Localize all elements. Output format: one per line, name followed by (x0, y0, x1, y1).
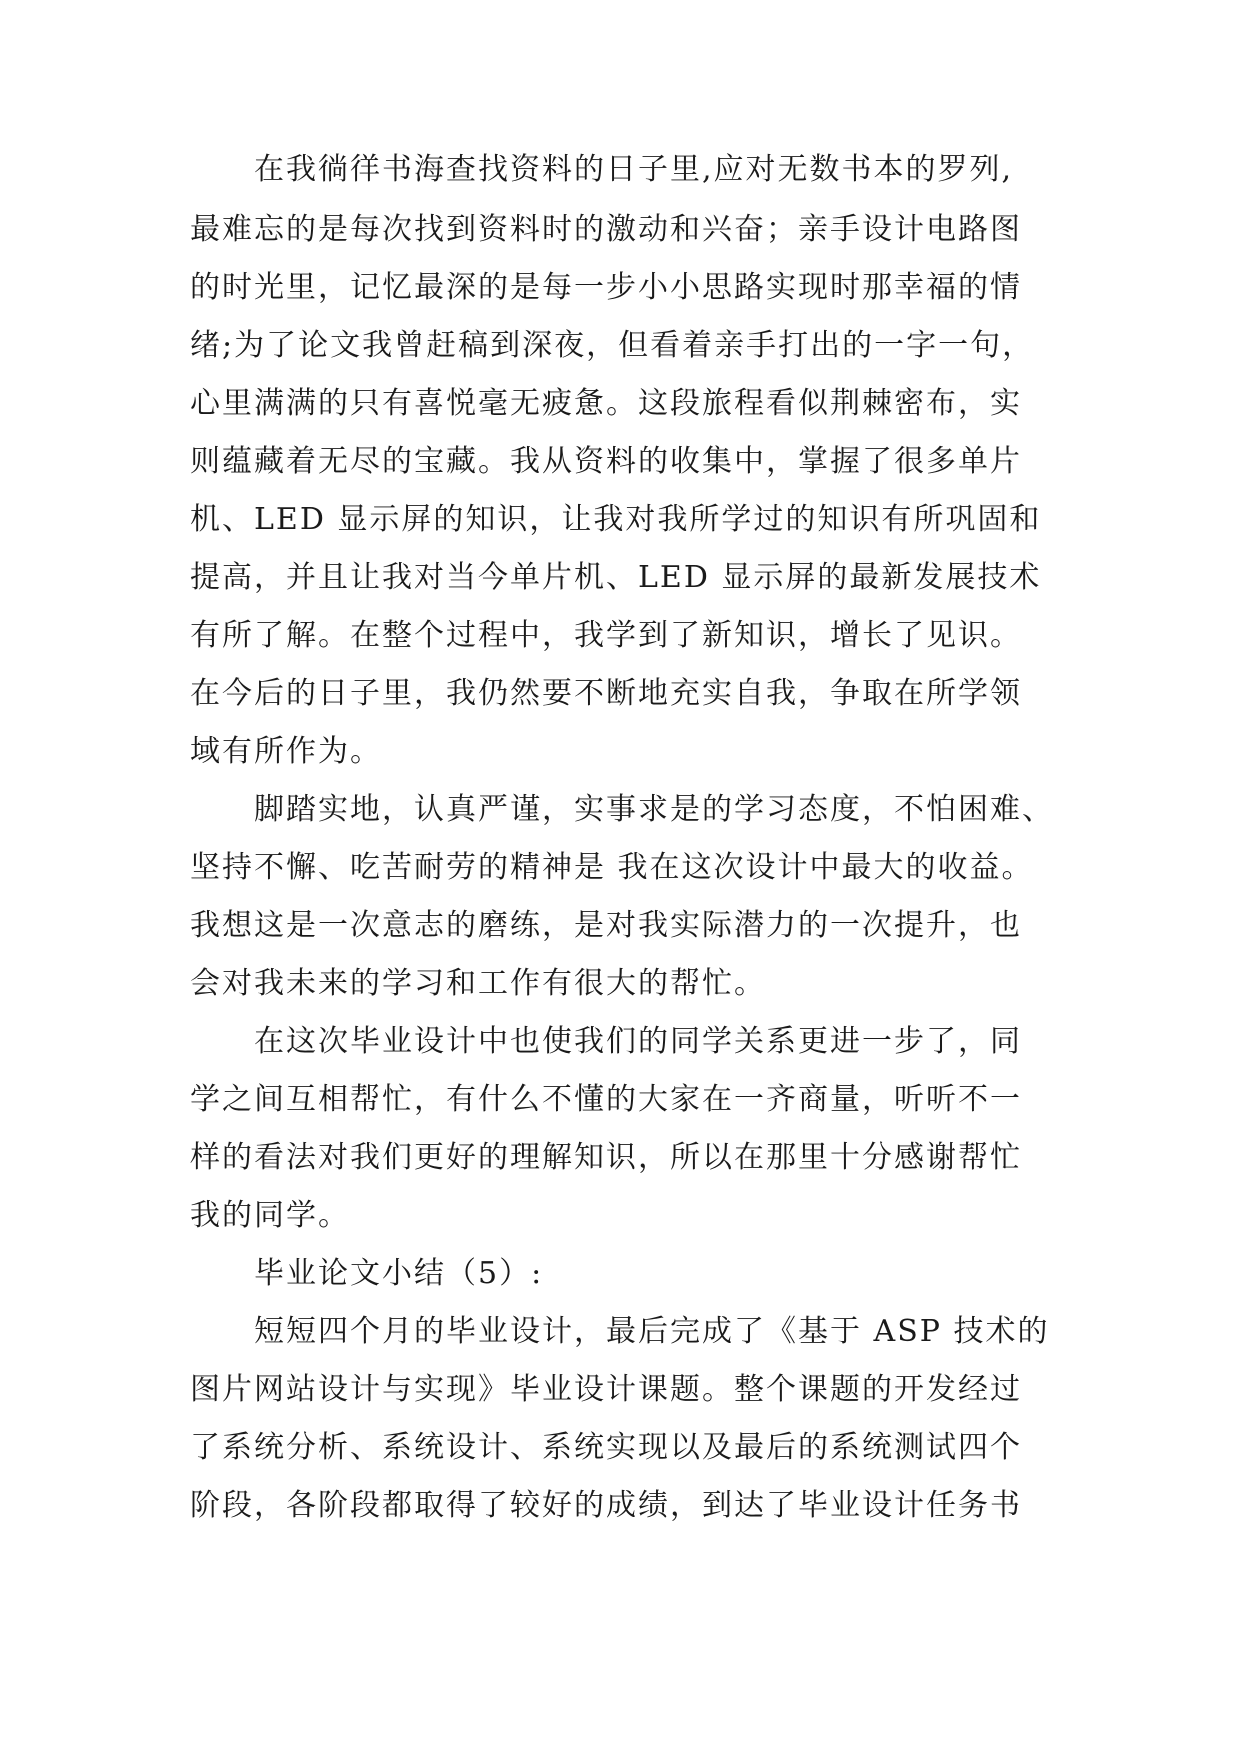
section-heading: 毕业论文小结（5）: (254, 1256, 544, 1291)
text-line: 域有所作为。 (190, 734, 382, 769)
text-line: 了系统分析、系统设计、系统实现以及最后的系统测试四个 (190, 1430, 1022, 1465)
text-line: 最难忘的是每次找到资料时的激动和兴奋；亲手设计电路图 (190, 212, 1022, 247)
text-line: 样的看法对我们更好的理解知识，所以在那里十分感谢帮忙 (190, 1140, 1022, 1175)
text-line: 我想这是一次意志的磨练，是对我实际潜力的一次提升，也 (190, 908, 1022, 943)
text-line: 则蕴藏着无尽的宝藏。我从资料的收集中，掌握了很多单片 (190, 444, 1022, 479)
text-line: 在我徜徉书海查找资料的日子里,应对无数书本的罗列, (254, 152, 1014, 187)
text-line: 绪;为了论文我曾赶稿到深夜，但看着亲手打出的一字一句， (190, 328, 1035, 363)
text-line: 机、LED 显示屏的知识，让我对我所学过的知识有所巩固和 (190, 502, 1042, 537)
text-line: 心里满满的只有喜悦毫无疲惫。这段旅程看似荆棘密布，实 (190, 386, 1022, 421)
text-line: 提高，并且让我对当今单片机、LED 显示屏的最新发展技术 (190, 560, 1042, 595)
text-line: 图片网站设计与实现》毕业设计课题。整个课题的开发经过 (190, 1372, 1022, 1407)
text-line: 脚踏实地，认真严谨，实事求是的学习态度，不怕困难、 (254, 792, 1054, 827)
text-line: 会对我未来的学习和工作有很大的帮忙。 (190, 966, 766, 1001)
text-line: 我的同学。 (190, 1198, 350, 1233)
text-line: 短短四个月的毕业设计，最后完成了《基于 ASP 技术的 (254, 1314, 1050, 1349)
text-line: 坚持不懈、吃苦耐劳的精神是 我在这次设计中最大的收益。 (190, 850, 1034, 885)
text-line: 的时光里，记忆最深的是每一步小小思路实现时那幸福的情 (190, 270, 1022, 305)
text-line: 在今后的日子里，我仍然要不断地充实自我，争取在所学领 (190, 676, 1022, 711)
text-line: 有所了解。在整个过程中，我学到了新知识，增长了见识。 (190, 618, 1022, 653)
text-line: 阶段，各阶段都取得了较好的成绩，到达了毕业设计任务书 (190, 1488, 1022, 1523)
text-line: 在这次毕业设计中也使我们的同学关系更进一步了，同 (254, 1024, 1022, 1059)
text-line: 学之间互相帮忙，有什么不懂的大家在一齐商量，听听不一 (190, 1082, 1022, 1117)
